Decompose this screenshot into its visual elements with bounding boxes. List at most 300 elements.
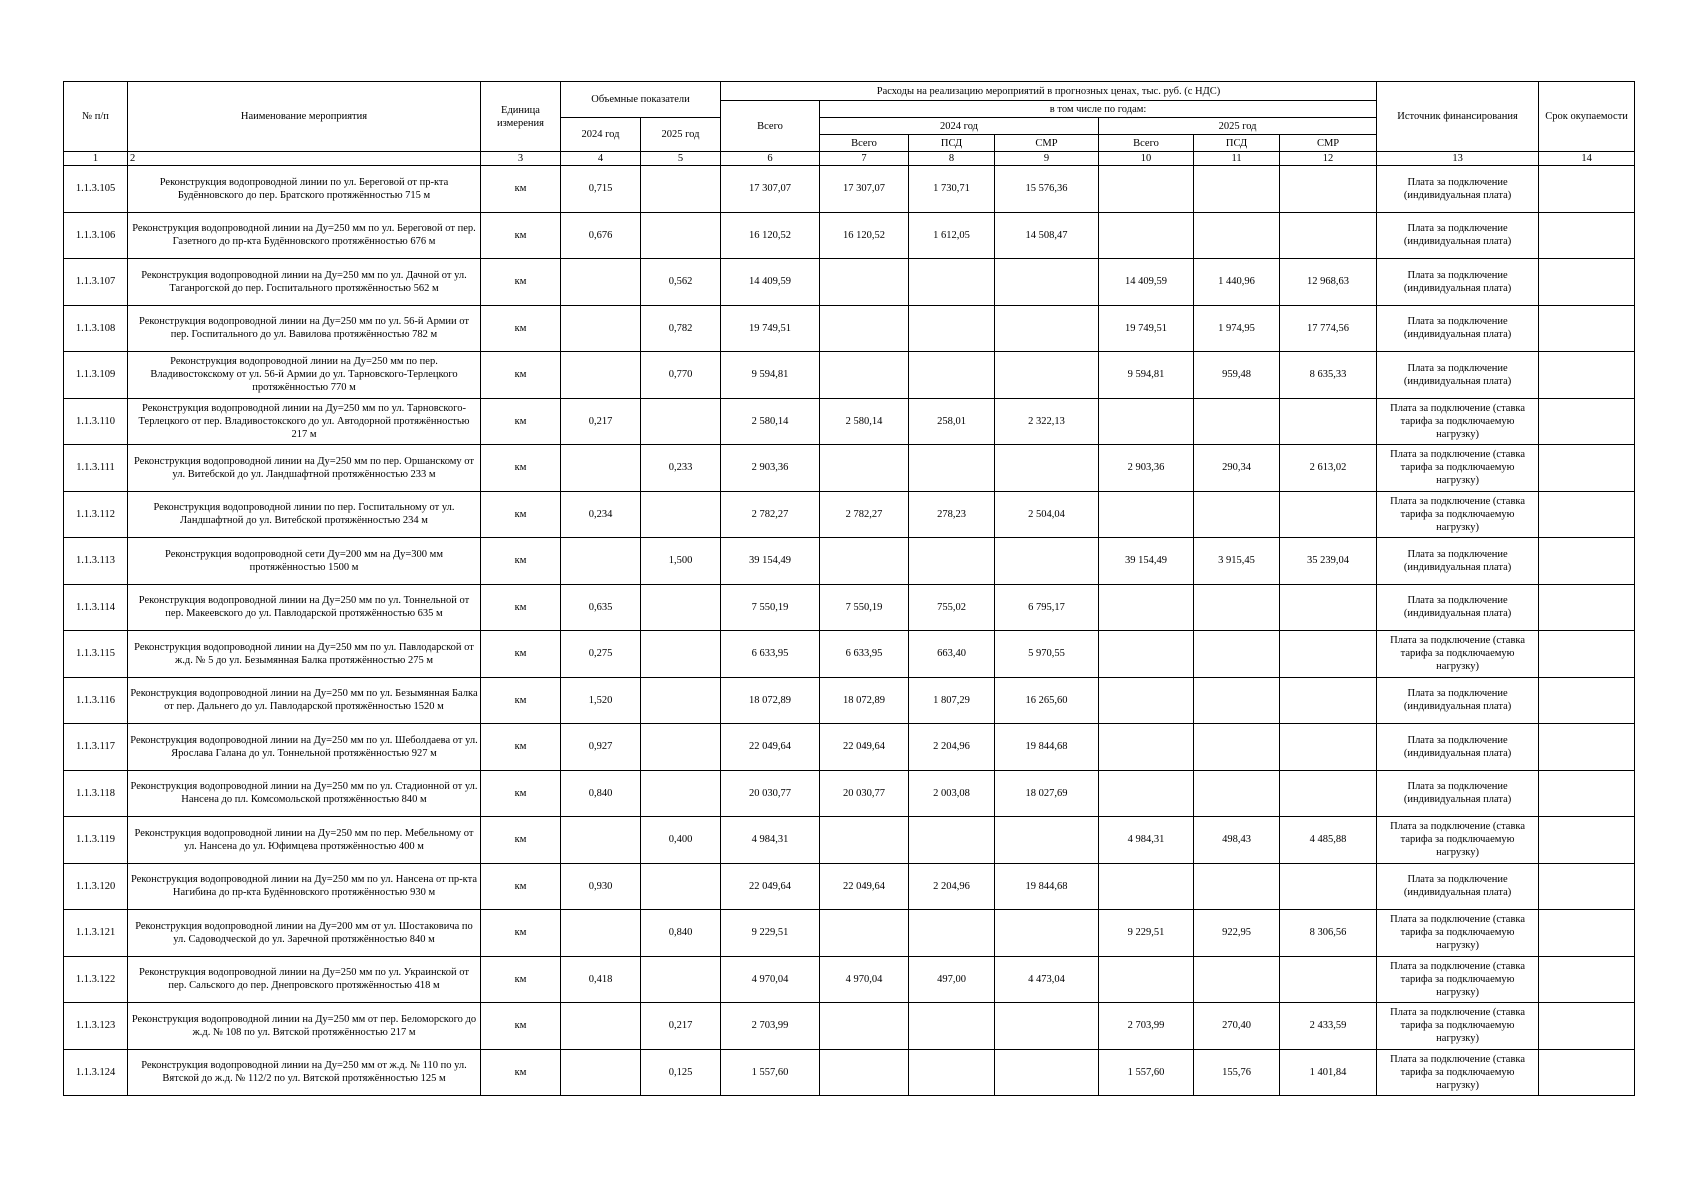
table-row (64, 817, 1635, 864)
investment-table (63, 81, 1635, 1096)
column-number: 1 (64, 152, 128, 166)
cell-2025-total: 2 903,36 (1099, 445, 1194, 492)
cell-payback (1539, 631, 1635, 678)
cell-2024-smr (995, 910, 1099, 957)
column-number: 8 (909, 152, 995, 166)
cell-name: Реконструкция водопроводной линии на Ду=250 мм от ж.д. № 110 по ул. Вятской до ж.д. № 112/2 по ул. Вятской протяжённостью 125 м (128, 1049, 481, 1096)
cell-2024-psd (909, 910, 995, 957)
cell-id: 1.1.3.107 (64, 259, 128, 306)
cell-name: Реконструкция водопроводной линии на Ду=250 мм по ул. Стадионной от ул. Нансена до пл. Комсомольской протяжённостью 840 м (128, 770, 481, 817)
cell-volume-2024 (561, 1049, 641, 1096)
cell-name: Реконструкция водопроводной линии на Ду=250 мм по ул. Безымянная Балка от пер. Дальнего до ул. Павлодарской протяжённостью 1520 м (128, 677, 481, 724)
cell-2024-psd (909, 305, 995, 352)
cell-2025-psd: 3 915,45 (1194, 538, 1280, 585)
cell-2024-psd: 663,40 (909, 631, 995, 678)
table-row (64, 910, 1635, 957)
header-year-2024: 2024 год (820, 118, 1099, 135)
cell-unit: км (481, 724, 561, 771)
cell-2025-smr (1280, 584, 1377, 631)
cell-2024-psd: 1 807,29 (909, 677, 995, 724)
cell-volume-2025 (641, 677, 721, 724)
cell-2024-smr: 2 504,04 (995, 491, 1099, 538)
column-numbers-row (64, 152, 1635, 166)
cell-total: 22 049,64 (721, 724, 820, 771)
cell-source: Плата за подключение (индивидуальная плата) (1377, 538, 1539, 585)
cell-total: 2 782,27 (721, 491, 820, 538)
cell-volume-2025 (641, 863, 721, 910)
cell-volume-2025 (641, 770, 721, 817)
cell-id: 1.1.3.118 (64, 770, 128, 817)
column-number: 13 (1377, 152, 1539, 166)
cell-source: Плата за подключение (индивидуальная плата) (1377, 724, 1539, 771)
cell-2024-total: 16 120,52 (820, 212, 909, 259)
cell-unit: км (481, 677, 561, 724)
cell-volume-2025 (641, 631, 721, 678)
cell-volume-2024: 0,418 (561, 956, 641, 1003)
cell-2024-total: 22 049,64 (820, 724, 909, 771)
cell-2025-total (1099, 956, 1194, 1003)
cell-total: 16 120,52 (721, 212, 820, 259)
column-number: 2 (128, 152, 481, 166)
cell-unit: км (481, 910, 561, 957)
cell-2024-total (820, 1003, 909, 1050)
table-row (64, 770, 1635, 817)
cell-id: 1.1.3.119 (64, 817, 128, 864)
cell-2024-psd: 755,02 (909, 584, 995, 631)
cell-unit: км (481, 398, 561, 445)
cell-name: Реконструкция водопроводной линии на Ду=250 мм по пер. Владивостокскому от ул. 56-й Армии до ул. Тарновского-Терлецкого протяжённостью 770 м (128, 352, 481, 399)
cell-2025-total: 39 154,49 (1099, 538, 1194, 585)
cell-2025-total (1099, 631, 1194, 678)
cell-2024-psd (909, 259, 995, 306)
cell-unit: км (481, 1049, 561, 1096)
column-number: 11 (1194, 152, 1280, 166)
cell-2025-psd (1194, 584, 1280, 631)
cell-2025-psd (1194, 677, 1280, 724)
cell-2025-total: 9 229,51 (1099, 910, 1194, 957)
cell-2024-smr (995, 817, 1099, 864)
column-number: 7 (820, 152, 909, 166)
cell-2025-smr (1280, 398, 1377, 445)
cell-volume-2025 (641, 724, 721, 771)
cell-volume-2024: 0,275 (561, 631, 641, 678)
cell-2024-psd (909, 817, 995, 864)
cell-2024-total (820, 445, 909, 492)
cell-id: 1.1.3.109 (64, 352, 128, 399)
cell-source: Плата за подключение (индивидуальная плата) (1377, 212, 1539, 259)
cell-total: 9 229,51 (721, 910, 820, 957)
cell-payback (1539, 305, 1635, 352)
cell-2024-smr: 15 576,36 (995, 166, 1099, 213)
cell-2025-total (1099, 724, 1194, 771)
cell-volume-2025 (641, 398, 721, 445)
cell-payback (1539, 863, 1635, 910)
cell-volume-2024 (561, 259, 641, 306)
cell-id: 1.1.3.117 (64, 724, 128, 771)
cell-2025-psd: 959,48 (1194, 352, 1280, 399)
cell-2024-psd: 2 204,96 (909, 724, 995, 771)
cell-2025-smr (1280, 724, 1377, 771)
cell-unit: км (481, 863, 561, 910)
cell-2024-total: 17 307,07 (820, 166, 909, 213)
cell-unit: км (481, 631, 561, 678)
cell-total: 1 557,60 (721, 1049, 820, 1096)
cell-name: Реконструкция водопроводной линии на Ду=250 мм по пер. Мебельному от ул. Нансена до ул. Юфимцева протяжённостью 400 м (128, 817, 481, 864)
cell-payback (1539, 770, 1635, 817)
cell-source: Плата за подключение (индивидуальная плата) (1377, 305, 1539, 352)
cell-2025-smr: 4 485,88 (1280, 817, 1377, 864)
cell-2025-total (1099, 212, 1194, 259)
column-number: 4 (561, 152, 641, 166)
cell-volume-2024 (561, 910, 641, 957)
table-row (64, 677, 1635, 724)
cell-2024-smr: 19 844,68 (995, 724, 1099, 771)
cell-2024-psd (909, 1049, 995, 1096)
header-total: Всего (721, 101, 820, 152)
header-year-2025: 2025 год (1099, 118, 1377, 135)
cell-2025-psd (1194, 863, 1280, 910)
cell-2024-psd: 2 003,08 (909, 770, 995, 817)
cell-unit: км (481, 491, 561, 538)
header-volume: Объемные показатели (561, 82, 721, 118)
cell-unit: км (481, 817, 561, 864)
cell-source: Плата за подключение (индивидуальная плата) (1377, 352, 1539, 399)
cell-name: Реконструкция водопроводной линии на Ду=250 мм по ул. Украинской от пер. Сальского до пер. Днепровского протяжённостью 418 м (128, 956, 481, 1003)
cell-2025-psd: 155,76 (1194, 1049, 1280, 1096)
cell-volume-2024: 0,635 (561, 584, 641, 631)
cell-payback (1539, 445, 1635, 492)
cell-2025-psd (1194, 724, 1280, 771)
cell-name: Реконструкция водопроводной линии на Ду=250 мм по ул. Нансена от пр-кта Нагибина до пр-кта Будённовского протяжённостью 930 м (128, 863, 481, 910)
cell-2025-total (1099, 584, 1194, 631)
cell-2025-psd (1194, 166, 1280, 213)
cell-unit: км (481, 445, 561, 492)
cell-2025-smr: 8 635,33 (1280, 352, 1377, 399)
cell-2025-psd (1194, 956, 1280, 1003)
cell-payback (1539, 677, 1635, 724)
cell-2025-smr (1280, 631, 1377, 678)
cell-total: 2 903,36 (721, 445, 820, 492)
cell-2025-total: 4 984,31 (1099, 817, 1194, 864)
cell-2024-psd (909, 445, 995, 492)
header-by-years: в том числе по годам: (820, 101, 1377, 118)
cell-unit: км (481, 166, 561, 213)
cell-id: 1.1.3.124 (64, 1049, 128, 1096)
cell-payback (1539, 259, 1635, 306)
table-row (64, 1003, 1635, 1050)
cell-2025-psd: 922,95 (1194, 910, 1280, 957)
cell-name: Реконструкция водопроводной линии на Ду=250 мм по ул. Шеболдаева от ул. Ярослава Галана до ул. Тоннельной протяжённостью 927 м (128, 724, 481, 771)
cell-2025-psd: 290,34 (1194, 445, 1280, 492)
cell-2024-smr: 2 322,13 (995, 398, 1099, 445)
cell-2024-total (820, 910, 909, 957)
header-payback: Срок окупаемости (1539, 82, 1635, 152)
cell-source: Плата за подключение (индивидуальная плата) (1377, 259, 1539, 306)
cell-name: Реконструкция водопроводной линии по пер. Госпитальному от ул. Ландшафтной до ул. Витебской протяжённостью 234 м (128, 491, 481, 538)
cell-2025-total (1099, 863, 1194, 910)
table-header (64, 82, 1635, 166)
cell-volume-2025 (641, 166, 721, 213)
cell-unit: км (481, 1003, 561, 1050)
cell-id: 1.1.3.116 (64, 677, 128, 724)
cell-total: 17 307,07 (721, 166, 820, 213)
cell-payback (1539, 584, 1635, 631)
cell-2025-smr: 35 239,04 (1280, 538, 1377, 585)
cell-2024-total: 2 580,14 (820, 398, 909, 445)
cell-2025-total (1099, 398, 1194, 445)
cell-2025-smr (1280, 491, 1377, 538)
cell-2024-psd (909, 538, 995, 585)
cell-total: 4 984,31 (721, 817, 820, 864)
cell-2024-total: 18 072,89 (820, 677, 909, 724)
cell-id: 1.1.3.110 (64, 398, 128, 445)
cell-id: 1.1.3.111 (64, 445, 128, 492)
cell-2024-total: 4 970,04 (820, 956, 909, 1003)
header-vol-2024: 2024 год (561, 118, 641, 152)
cell-2024-psd: 1 730,71 (909, 166, 995, 213)
cell-id: 1.1.3.108 (64, 305, 128, 352)
cell-name: Реконструкция водопроводной линии по ул. Береговой от пр-кта Будённовского до пер. Братского протяжённостью 715 м (128, 166, 481, 213)
cell-2025-psd: 1 440,96 (1194, 259, 1280, 306)
header-vol-2025: 2025 год (641, 118, 721, 152)
cell-id: 1.1.3.105 (64, 166, 128, 213)
cell-2025-psd (1194, 212, 1280, 259)
cell-unit: км (481, 352, 561, 399)
cell-payback (1539, 491, 1635, 538)
cell-2024-smr: 19 844,68 (995, 863, 1099, 910)
cell-id: 1.1.3.115 (64, 631, 128, 678)
table-row (64, 724, 1635, 771)
cell-source: Плата за подключение (ставка тарифа за подключаемую нагрузку) (1377, 398, 1539, 445)
cell-volume-2024: 1,520 (561, 677, 641, 724)
table-row (64, 352, 1635, 399)
cell-volume-2025: 0,840 (641, 910, 721, 957)
cell-2025-smr (1280, 677, 1377, 724)
cell-volume-2024: 0,676 (561, 212, 641, 259)
cell-volume-2024 (561, 305, 641, 352)
cell-2025-smr (1280, 212, 1377, 259)
cell-2025-smr: 12 968,63 (1280, 259, 1377, 306)
cell-2025-psd (1194, 398, 1280, 445)
cell-2024-smr (995, 352, 1099, 399)
cell-volume-2025 (641, 212, 721, 259)
cell-unit: км (481, 770, 561, 817)
cell-2024-total (820, 1049, 909, 1096)
cell-total: 7 550,19 (721, 584, 820, 631)
cell-2024-smr: 5 970,55 (995, 631, 1099, 678)
cell-source: Плата за подключение (индивидуальная плата) (1377, 584, 1539, 631)
cell-total: 18 072,89 (721, 677, 820, 724)
cell-source: Плата за подключение (индивидуальная плата) (1377, 677, 1539, 724)
cell-source: Плата за подключение (ставка тарифа за подключаемую нагрузку) (1377, 817, 1539, 864)
cell-2024-psd (909, 352, 995, 399)
cell-unit: км (481, 212, 561, 259)
column-number: 6 (721, 152, 820, 166)
header-source: Источник финансирования (1377, 82, 1539, 152)
cell-volume-2024: 0,234 (561, 491, 641, 538)
cell-source: Плата за подключение (ставка тарифа за подключаемую нагрузку) (1377, 445, 1539, 492)
cell-2025-smr: 2 433,59 (1280, 1003, 1377, 1050)
cell-volume-2025 (641, 491, 721, 538)
cell-2025-psd (1194, 491, 1280, 538)
table-row (64, 398, 1635, 445)
cell-2024-smr (995, 305, 1099, 352)
cell-payback (1539, 1003, 1635, 1050)
cell-volume-2025 (641, 956, 721, 1003)
table-row (64, 305, 1635, 352)
cell-2024-psd (909, 1003, 995, 1050)
cell-id: 1.1.3.122 (64, 956, 128, 1003)
cell-2025-smr (1280, 166, 1377, 213)
cell-name: Реконструкция водопроводной линии на Ду=250 мм по ул. Павлодарской от ж.д. № 5 до ул. Безымянная Балка протяжённостью 275 м (128, 631, 481, 678)
header-2025-total: Всего (1099, 135, 1194, 152)
cell-2025-smr (1280, 956, 1377, 1003)
cell-2024-smr (995, 1049, 1099, 1096)
cell-total: 2 580,14 (721, 398, 820, 445)
header-2024-smr: СМР (995, 135, 1099, 152)
cell-2024-psd: 278,23 (909, 491, 995, 538)
header-num: № п/п (64, 82, 128, 152)
cell-source: Плата за подключение (ставка тарифа за подключаемую нагрузку) (1377, 631, 1539, 678)
cell-payback (1539, 817, 1635, 864)
table-row (64, 445, 1635, 492)
cell-2024-psd: 497,00 (909, 956, 995, 1003)
cell-unit: км (481, 305, 561, 352)
cell-2025-total: 9 594,81 (1099, 352, 1194, 399)
cell-source: Плата за подключение (индивидуальная плата) (1377, 770, 1539, 817)
cell-name: Реконструкция водопроводной сети Ду=200 мм на Ду=300 мм протяжённостью 1500 м (128, 538, 481, 585)
table-body (64, 166, 1635, 1096)
table-row (64, 491, 1635, 538)
cell-volume-2025: 0,770 (641, 352, 721, 399)
cell-payback (1539, 398, 1635, 445)
cell-total: 22 049,64 (721, 863, 820, 910)
cell-name: Реконструкция водопроводной линии на Ду=200 мм от ул. Шостаковича по ул. Садоводческой до ул. Заречной протяжённостью 840 м (128, 910, 481, 957)
cell-volume-2024: 0,927 (561, 724, 641, 771)
cell-name: Реконструкция водопроводной линии на Ду=250 мм по пер. Оршанскому от ул. Витебской до ул. Ландшафтной протяжённостью 233 м (128, 445, 481, 492)
cell-id: 1.1.3.123 (64, 1003, 128, 1050)
cell-2024-smr: 4 473,04 (995, 956, 1099, 1003)
cell-volume-2024: 0,217 (561, 398, 641, 445)
table-row (64, 212, 1635, 259)
cell-id: 1.1.3.113 (64, 538, 128, 585)
cell-payback (1539, 166, 1635, 213)
cell-volume-2024: 0,840 (561, 770, 641, 817)
cell-id: 1.1.3.114 (64, 584, 128, 631)
cell-2024-total (820, 352, 909, 399)
cell-2024-total: 2 782,27 (820, 491, 909, 538)
cell-payback (1539, 212, 1635, 259)
cell-2025-total: 1 557,60 (1099, 1049, 1194, 1096)
cell-source: Плата за подключение (ставка тарифа за подключаемую нагрузку) (1377, 910, 1539, 957)
cell-2024-smr (995, 445, 1099, 492)
column-number: 12 (1280, 152, 1377, 166)
cell-source: Плата за подключение (ставка тарифа за подключаемую нагрузку) (1377, 1003, 1539, 1050)
cell-2024-total: 6 633,95 (820, 631, 909, 678)
cell-volume-2025: 1,500 (641, 538, 721, 585)
cell-id: 1.1.3.106 (64, 212, 128, 259)
cell-unit: км (481, 259, 561, 306)
cell-source: Плата за подключение (индивидуальная плата) (1377, 166, 1539, 213)
cell-2025-smr: 17 774,56 (1280, 305, 1377, 352)
cell-2024-psd: 258,01 (909, 398, 995, 445)
table-row (64, 166, 1635, 213)
cell-total: 19 749,51 (721, 305, 820, 352)
cell-payback (1539, 1049, 1635, 1096)
cell-volume-2024: 0,715 (561, 166, 641, 213)
table-row (64, 584, 1635, 631)
cell-total: 9 594,81 (721, 352, 820, 399)
cell-2025-smr: 2 613,02 (1280, 445, 1377, 492)
cell-2024-psd: 1 612,05 (909, 212, 995, 259)
cell-name: Реконструкция водопроводной линии на Ду=250 мм по ул. 56-й Армии от пер. Госпитального до ул. Вавилова протяжённостью 782 м (128, 305, 481, 352)
cell-2024-smr: 6 795,17 (995, 584, 1099, 631)
cell-2024-total (820, 259, 909, 306)
cell-2024-smr (995, 1003, 1099, 1050)
cell-name: Реконструкция водопроводной линии на Ду=250 мм по ул. Береговой от пер. Газетного до пр-кта Будённовского протяжённостью 676 м (128, 212, 481, 259)
cell-source: Плата за подключение (индивидуальная плата) (1377, 863, 1539, 910)
cell-volume-2024 (561, 1003, 641, 1050)
column-number: 9 (995, 152, 1099, 166)
table-row (64, 538, 1635, 585)
table-row (64, 259, 1635, 306)
cell-2025-total: 2 703,99 (1099, 1003, 1194, 1050)
header-expenses: Расходы на реализацию мероприятий в прогнозных ценах, тыс. руб. (с НДС) (721, 82, 1377, 101)
cell-2025-total (1099, 770, 1194, 817)
cell-source: Плата за подключение (ставка тарифа за подключаемую нагрузку) (1377, 1049, 1539, 1096)
cell-payback (1539, 956, 1635, 1003)
column-number: 10 (1099, 152, 1194, 166)
cell-id: 1.1.3.121 (64, 910, 128, 957)
cell-2024-smr: 16 265,60 (995, 677, 1099, 724)
cell-payback (1539, 352, 1635, 399)
cell-payback (1539, 538, 1635, 585)
cell-volume-2025: 0,400 (641, 817, 721, 864)
cell-2025-psd: 1 974,95 (1194, 305, 1280, 352)
cell-2025-psd: 270,40 (1194, 1003, 1280, 1050)
cell-2024-smr: 18 027,69 (995, 770, 1099, 817)
header-unit: Единица измерения (481, 82, 561, 152)
cell-payback (1539, 724, 1635, 771)
cell-2025-smr (1280, 863, 1377, 910)
cell-payback (1539, 910, 1635, 957)
cell-2024-total (820, 305, 909, 352)
table-row (64, 956, 1635, 1003)
column-number: 14 (1539, 152, 1635, 166)
cell-2025-total: 14 409,59 (1099, 259, 1194, 306)
header-name: Наименование мероприятия (128, 82, 481, 152)
cell-source: Плата за подключение (ставка тарифа за подключаемую нагрузку) (1377, 956, 1539, 1003)
cell-id: 1.1.3.112 (64, 491, 128, 538)
cell-volume-2024 (561, 817, 641, 864)
header-2024-psd: ПСД (909, 135, 995, 152)
cell-total: 6 633,95 (721, 631, 820, 678)
cell-volume-2025: 0,217 (641, 1003, 721, 1050)
cell-2024-total: 7 550,19 (820, 584, 909, 631)
cell-2024-total: 20 030,77 (820, 770, 909, 817)
cell-name: Реконструкция водопроводной линии на Ду=250 мм по ул. Тоннельной от пер. Макеевского до ул. Павлодарской протяжённостью 635 м (128, 584, 481, 631)
cell-volume-2024 (561, 445, 641, 492)
cell-id: 1.1.3.120 (64, 863, 128, 910)
cell-name: Реконструкция водопроводной линии на Ду=250 мм по ул. Тарновского-Терлецкого от пер. Владивостокского до ул. Автодорной протяжённостью 217 м (128, 398, 481, 445)
cell-total: 20 030,77 (721, 770, 820, 817)
cell-2024-psd: 2 204,96 (909, 863, 995, 910)
cell-2025-total (1099, 491, 1194, 538)
cell-unit: км (481, 538, 561, 585)
cell-2025-smr: 1 401,84 (1280, 1049, 1377, 1096)
column-number: 3 (481, 152, 561, 166)
header-2025-smr: СМР (1280, 135, 1377, 152)
